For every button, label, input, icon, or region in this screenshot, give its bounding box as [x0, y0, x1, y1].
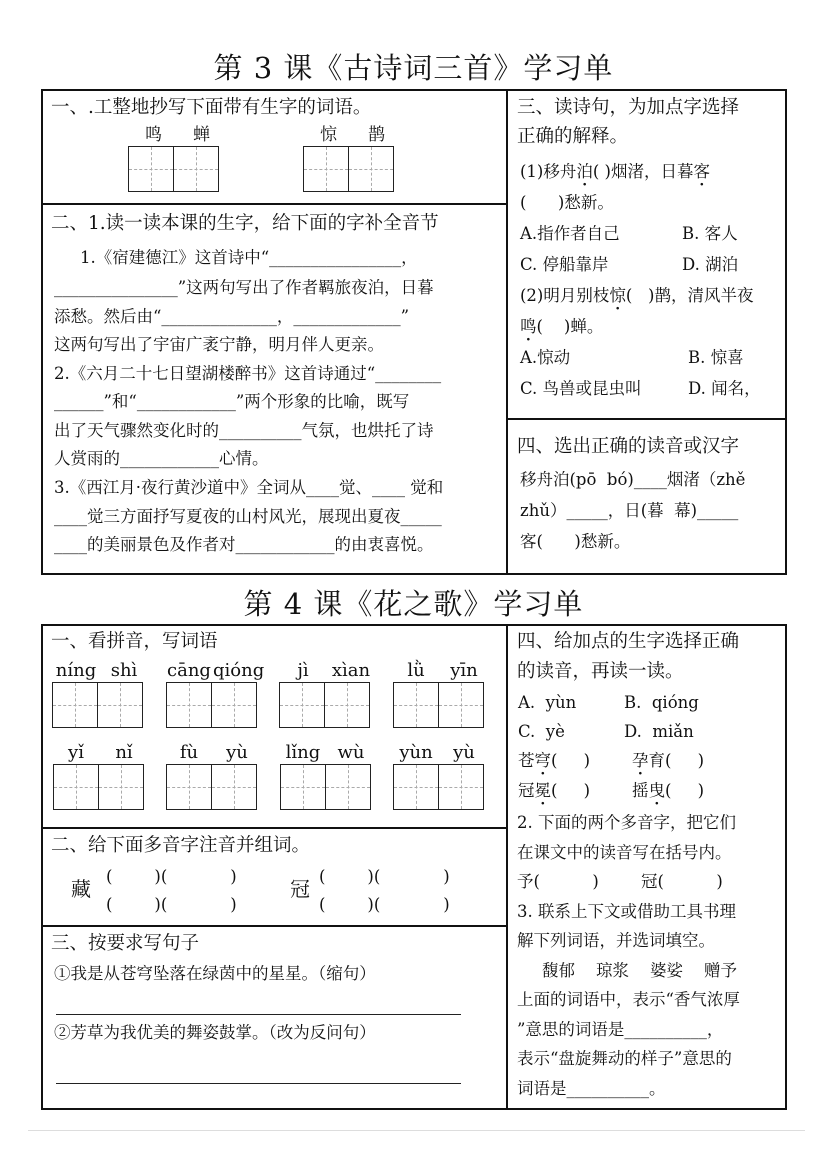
dotted-char: 曳 — [648, 781, 665, 800]
option-b: B. 惊喜 — [688, 348, 744, 367]
writing-cell[interactable] — [97, 682, 143, 728]
writing-cell[interactable] — [325, 764, 371, 810]
option-c: C. yè — [518, 722, 565, 741]
fill-in-line: 人赏雨的____________心情。 — [54, 449, 269, 468]
word-item — [518, 781, 590, 801]
dotted-char: 鸣 — [520, 317, 537, 336]
section-divider — [41, 925, 507, 927]
writing-grid[interactable] — [393, 682, 484, 728]
answer-parens[interactable]: ( )( ) — [319, 867, 450, 886]
word-bank: 馥郁 琼浆 婆娑 赠予 — [542, 961, 737, 980]
fill-in-line: 移舟泊(pō bó)____烟渚（zhě — [520, 470, 746, 489]
copy-word-char: 蝉 — [193, 125, 210, 145]
writing-grid[interactable] — [53, 764, 144, 810]
dotted-char: 惊 — [609, 286, 626, 305]
writing-cell[interactable] — [324, 682, 370, 728]
option-c: C. 鸟兽或昆虫叫 — [520, 379, 642, 398]
writing-cell[interactable] — [279, 682, 325, 728]
dotted-char: 孕 — [632, 751, 649, 770]
writing-cell[interactable] — [173, 146, 219, 192]
writing-cell[interactable] — [166, 682, 212, 728]
answer-parens[interactable]: ( )( ) — [106, 895, 237, 914]
writing-grid[interactable] — [393, 764, 484, 810]
lesson3-section2-heading: 二、1.读一读本课的生字，给下面的字补全音节 — [51, 213, 439, 234]
pinyin: nǐ — [115, 742, 133, 763]
pinyin: qióng — [213, 660, 265, 681]
sentence-task: ②芳草为我优美的舞姿鼓掌。（改为反问句） — [54, 1023, 376, 1042]
writing-grid[interactable] — [279, 682, 370, 728]
lesson4-section4-heading: 的读音，再读一读。 — [517, 661, 684, 682]
lesson3-section1-heading: 一、.工整地抄写下面带有生字的词语。 — [51, 97, 372, 118]
pinyin: yǐ — [68, 742, 84, 763]
fill-in-line: 出了天气骤然变化时的__________气氛，也烘托了诗 — [54, 421, 434, 440]
answer-item[interactable]: 予( ) — [517, 872, 599, 891]
column-divider — [506, 624, 508, 1110]
option-d: D. 湖泊 — [682, 255, 739, 274]
option-a: A.惊动 — [520, 348, 571, 367]
word-item — [632, 781, 704, 801]
answer-parens[interactable]: ( ) — [551, 751, 591, 770]
polyphone-char: 藏 — [71, 877, 91, 901]
lesson4-section3-heading: 三、按要求写句子 — [51, 933, 200, 954]
writing-cell[interactable] — [98, 764, 144, 810]
question-line — [520, 286, 753, 306]
word-char: 育 — [648, 751, 665, 770]
sentence-task: ①我是从苍穹坠落在绿茵中的星星。（缩句） — [54, 964, 376, 983]
question-line: 3. 联系上下文或借助工具书理 — [517, 902, 736, 921]
writing-cell[interactable] — [52, 682, 98, 728]
writing-cell[interactable] — [438, 682, 484, 728]
option-d: D. miǎn — [624, 722, 694, 741]
section-divider — [41, 203, 507, 205]
fill-in-line: _______________”这两句写出了作者羁旅夜泊，日暮 — [54, 278, 434, 297]
pinyin: yīn — [450, 660, 478, 681]
answer-parens[interactable]: ( ) — [551, 781, 591, 800]
q-text: (2)明月别枝 — [520, 286, 610, 305]
pinyin: yùn — [399, 742, 433, 763]
writing-cell[interactable] — [166, 764, 212, 810]
section-divider — [506, 418, 787, 420]
option-a: A.指作者自己 — [520, 224, 620, 243]
answer-parens[interactable]: ( )( ) — [319, 895, 450, 914]
writing-grid[interactable] — [303, 146, 394, 192]
copy-word-char: 鹊 — [368, 125, 385, 145]
q-text: ( )烟渚，日暮 — [592, 162, 694, 181]
option-b: B. 客人 — [682, 224, 738, 243]
lesson3-section4-heading: 四、选出正确的读音或汉字 — [517, 436, 740, 457]
fill-in-line: ____的美丽景色及作者对____________的由衷喜悦。 — [54, 535, 434, 554]
pinyin: jì — [297, 660, 309, 681]
answer-parens[interactable]: ( ) — [665, 781, 705, 800]
dotted-char: 客 — [693, 162, 710, 181]
answer-parens[interactable]: ( )( ) — [106, 867, 237, 886]
fill-in-line: 添愁。然后由“______________，_____________” — [54, 307, 410, 326]
writing-grid[interactable] — [166, 682, 257, 728]
page-bottom-rule — [28, 1130, 805, 1131]
question-line: 2. 下面的两个多音字，把它们 — [517, 813, 736, 832]
fill-in-line: 客( )愁新。 — [520, 532, 631, 551]
q-text: ( )鹊，清风半夜 — [625, 286, 754, 305]
word-item — [518, 751, 590, 771]
option-b: B. qióng — [624, 693, 699, 712]
option-a: A. yùn — [518, 693, 577, 712]
lesson3-title: 第 3 课《古诗词三首》学习单 — [213, 51, 614, 85]
question-line: 词语是__________。 — [517, 1079, 666, 1098]
pinyin: xìan — [331, 660, 371, 681]
writing-grid[interactable] — [52, 682, 143, 728]
question-line: ( )愁新。 — [520, 193, 614, 212]
question-line — [520, 317, 603, 337]
dotted-char: 冕 — [534, 781, 551, 800]
answer-line[interactable] — [56, 1014, 461, 1015]
word-item — [632, 751, 704, 771]
pinyin: lǐng — [285, 742, 321, 763]
writing-cell[interactable] — [211, 764, 257, 810]
q-text: (1)移舟 — [520, 162, 577, 181]
pinyin: yù — [453, 742, 475, 763]
pinyin: shì — [110, 660, 138, 681]
pinyin: wù — [337, 742, 365, 763]
writing-grid[interactable] — [128, 146, 219, 192]
word-char: 苍 — [518, 751, 535, 770]
answer-line[interactable] — [56, 1083, 461, 1084]
question-line: 上面的词语中，表示“香气浓厚 — [517, 990, 740, 1009]
fill-in-line: ____觉三方面抒写夏夜的山村风光，展现出夏夜_____ — [54, 507, 442, 526]
option-c: C. 停船靠岸 — [520, 255, 609, 274]
fill-in-line: 2.《六月二十七日望湖楼醉书》这首诗通过“________ — [54, 364, 442, 383]
lesson4-section1-heading: 一、看拼音，写词语 — [51, 631, 218, 652]
lesson4-title: 第 4 课《花之歌》学习单 — [243, 587, 584, 621]
option-d: D. 闻名， — [688, 379, 761, 398]
pinyin: yù — [226, 742, 248, 763]
writing-cell[interactable] — [128, 146, 174, 192]
answer-parens[interactable]: ( ) — [665, 751, 705, 770]
word-char: 摇 — [632, 781, 649, 800]
writing-cell[interactable] — [393, 682, 439, 728]
pinyin: fù — [179, 742, 199, 763]
writing-cell[interactable] — [438, 764, 484, 810]
dotted-char: 泊 — [576, 162, 593, 181]
writing-cell[interactable] — [211, 682, 257, 728]
lesson4-section4-heading: 四、给加点的生字选择正确 — [517, 631, 740, 652]
answer-item[interactable]: 冠( ) — [641, 872, 723, 891]
q-text: ( )蝉。 — [536, 317, 604, 336]
column-divider — [506, 89, 508, 575]
writing-grid[interactable] — [166, 764, 257, 810]
writing-cell[interactable] — [53, 764, 99, 810]
writing-cell[interactable] — [280, 764, 326, 810]
question-line: ”意思的词语是__________， — [517, 1020, 724, 1039]
copy-word-char: 惊 — [320, 125, 337, 145]
question-line — [520, 162, 710, 182]
pinyin: níng — [55, 660, 97, 681]
lesson3-section3-heading: 三、读诗句，为加点字选择 — [517, 97, 740, 118]
pinyin: cāng — [167, 660, 211, 681]
fill-in-line: 这两句写出了宇宙广袤宁静，明月伴人更亲。 — [54, 335, 384, 354]
lesson3-section3-heading: 正确的解释。 — [517, 126, 629, 147]
fill-in-line: 1.《宿建德江》这首诗中“________________， — [80, 248, 418, 267]
lesson4-section2-heading: 二、给下面多音字注音并组词。 — [51, 835, 311, 856]
fill-in-line: 3.《西江月·夜行黄沙道中》全词从____觉、____ 觉和 — [54, 478, 444, 497]
writing-cell[interactable] — [393, 764, 439, 810]
polyphone-char: 冠 — [290, 877, 310, 901]
section-divider — [41, 827, 507, 829]
word-char: 冠 — [518, 781, 535, 800]
fill-in-line: ______”和“____________”两个形象的比喻，既写 — [54, 392, 410, 411]
writing-grid[interactable] — [280, 764, 371, 810]
question-line: 在课文中的读音写在括号内。 — [517, 843, 732, 862]
question-line: 解下列词语，并选词填空。 — [517, 931, 715, 950]
writing-cell[interactable] — [303, 146, 349, 192]
fill-in-line: zhǔ）_____，日(暮 幕)_____ — [520, 501, 739, 520]
writing-cell[interactable] — [348, 146, 394, 192]
question-line: 表示“盘旋舞动的样子”意思的 — [517, 1049, 732, 1068]
pinyin: lǜ — [407, 660, 425, 681]
dotted-char: 穹 — [534, 751, 551, 770]
copy-word-char: 鸣 — [145, 125, 162, 145]
